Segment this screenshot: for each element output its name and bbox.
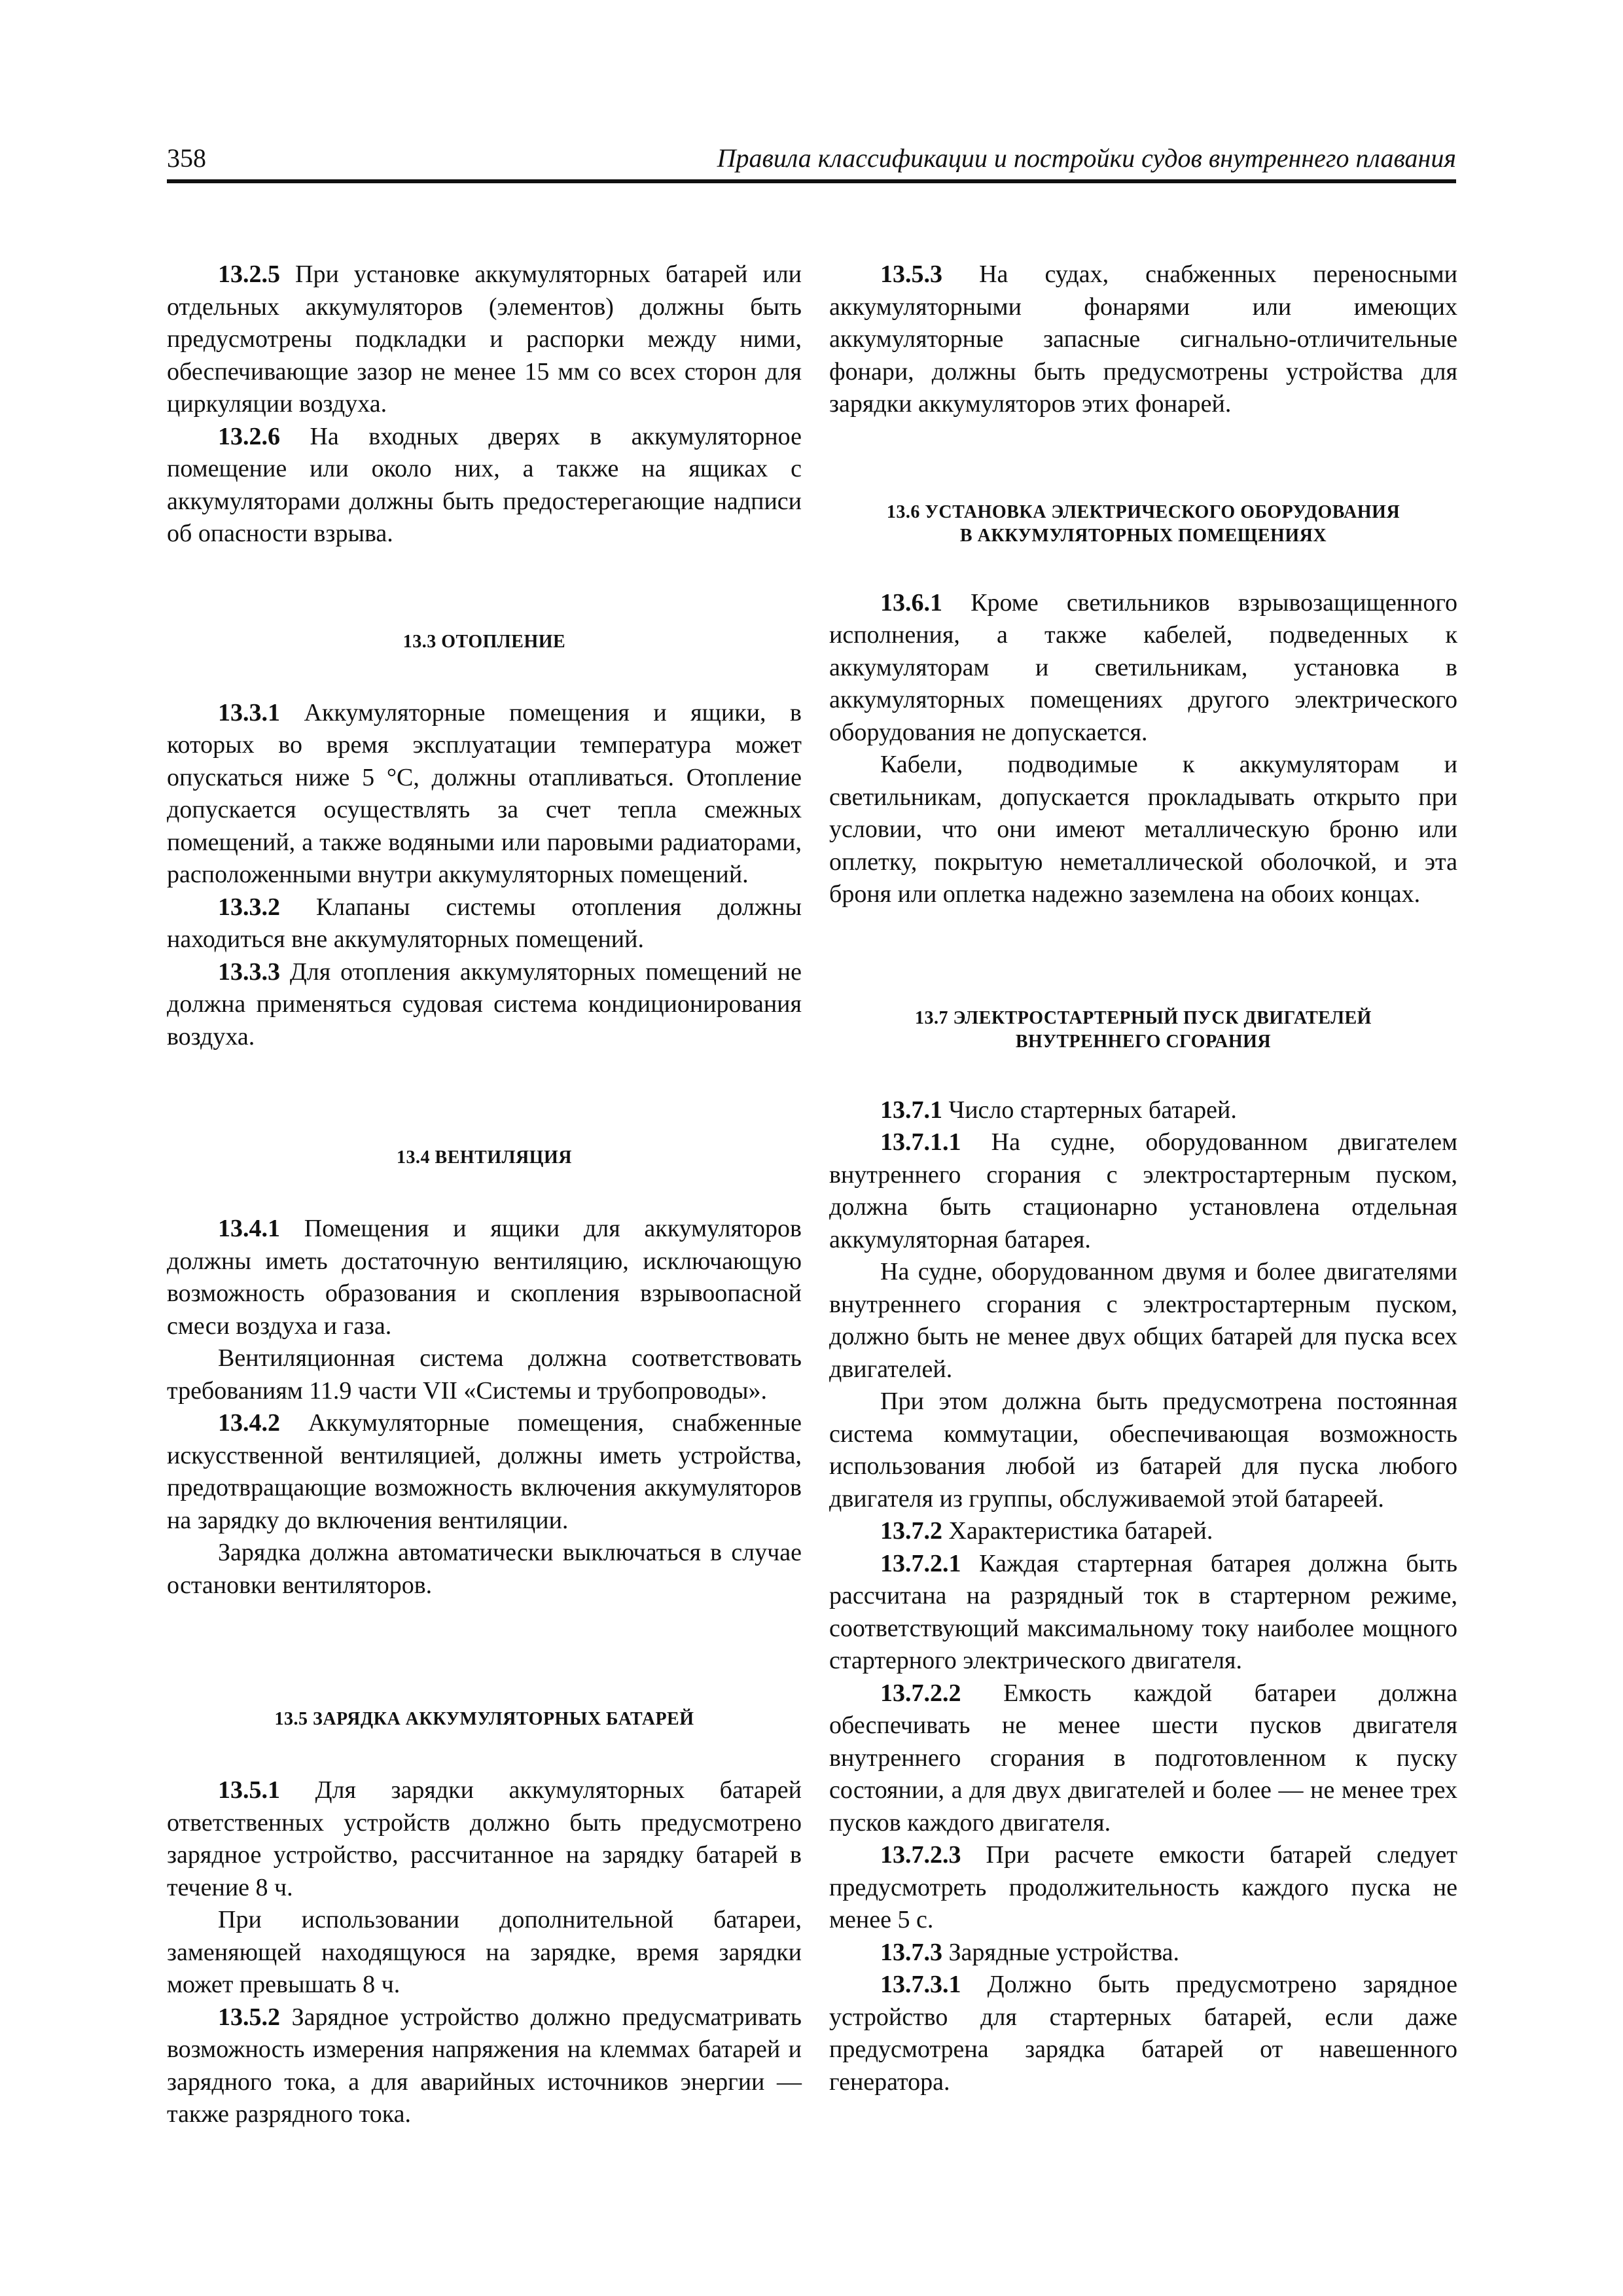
paragraph-13-3-3: 13.3.3 Для отопления аккумуляторных помещений не должна применяться судовая система кондиционирования воздуха. (167, 958, 802, 1050)
paragraph-13-4-1-cont: Вентиляционная система должна соответствовать требованиям 11.9 части VII «Системы и трубопроводы». (167, 1344, 802, 1405)
section-heading-13-3: 13.3 ОТОПЛЕНИЕ (402, 631, 566, 652)
page-number: 358 (167, 143, 206, 173)
paragraph-13-7-2: 13.7.2 Характеристика батарей. (880, 1517, 1213, 1545)
section-heading-13-6: 13.6 УСТАНОВКА ЭЛЕКТРИЧЕСКОГО ОБОРУДОВАНИЯ В АККУМУЛЯТОРНЫХ ПОМЕЩЕНИЯХ (886, 501, 1400, 546)
paragraph-13-7-2-2: 13.7.2.2 Емкость каждой батареи должна обеспечивать не менее шести пусков двигателя внутреннего сгорания в подготовленном к пуску состоянии, а для двух двигателей и более — не менее трех пусков каждого двигателя. (829, 1679, 1457, 1837)
paragraph-13-4-2: 13.4.2 Аккумуляторные помещения, снабженные искусственной вентиляцией, должны иметь устройства, предотвращающие возможность включения аккумуляторов на зарядку до включения вентиляции. (167, 1409, 802, 1534)
paragraph-13-7-3: 13.7.3 Зарядные устройства. (880, 1938, 1180, 1966)
paragraph-13-4-2-cont: Зарядка должна автоматически выключаться в случае остановки вентиляторов. (167, 1539, 802, 1599)
paragraph-13-7-1: 13.7.1 Число стартерных батарей. (880, 1096, 1237, 1124)
paragraph-13-7-1-1-cont2: При этом должна быть предусмотрена постоянная система коммутации, обеспечивающая возможность использования любой из батарей для пуска любого двигателя из группы, обслуживаемой этой батареей. (829, 1388, 1457, 1513)
paragraph-13-3-2: 13.3.2 Клапаны системы отопления должны находиться вне аккумуляторных помещений. (167, 893, 802, 953)
paragraph-13-6-1: 13.6.1 Кроме светильников взрывозащищенного исполнения, а также кабелей, подведенных к аккумуляторам и светильникам, установка в аккумуляторных помещениях другого электрического оборудования не допускается. (829, 588, 1457, 746)
paragraph-13-5-1: 13.5.1 Для зарядки аккумуляторных батарей ответственных устройств должно быть предусмотрено зарядное устройство, рассчитанное на зарядку батарей в течение 8 ч. (167, 1776, 802, 1901)
section-heading-13-5: 13.5 ЗАРЯДКА АККУМУЛЯТОРНЫХ БАТАРЕЙ (274, 1709, 694, 1729)
paragraph-13-7-1-1-cont: На судне, оборудованном двумя и более двигателями внутреннего сгорания с электростартерным пуском, должно быть не менее двух общих батарей для пуска всех двигателей. (829, 1258, 1457, 1383)
section-heading-13-4: 13.4 ВЕНТИЛЯЦИЯ (397, 1147, 572, 1168)
paragraph-13-5-1-cont: При использовании дополнительной батареи, заменяющей находящуюся на зарядке, время зарядки может превышать 8 ч. (167, 1906, 802, 1998)
page-header (167, 143, 1456, 183)
paragraph-13-7-3-1: 13.7.3.1 Должно быть предусмотрено зарядное устройство для стартерных батарей, если даже предусмотрена зарядка батарей от навешенного генератора. (829, 1971, 1457, 2096)
paragraph-13-7-2-3: 13.7.2.3 При расчете емкости батарей следует предусмотреть продолжительность каждого пуска не менее 5 с. (829, 1841, 1457, 1933)
paragraph-13-6-1-cont: Кабели, подводимые к аккумуляторам и светильникам, допускается прокладывать открыто при условии, что они имеют металлическую броню или оплетку, покрытую неметаллической оболочкой, и эта броня или оплетка надежно заземлена на обоих концах. (829, 751, 1457, 908)
paragraph-13-4-1: 13.4.1 Помещения и ящики для аккумуляторов должны иметь достаточную вентиляцию, исключающую возможность образования и скопления взрывоопасной смеси воздуха и газа. (167, 1215, 802, 1340)
paragraph-13-5-2: 13.5.2 Зарядное устройство должно предусматривать возможность измерения напряжения на клеммах батарей и зарядного тока, а для аварийных источников энергии — также разрядного тока. (167, 2003, 802, 2128)
paragraph-13-3-1: 13.3.1 Аккумуляторные помещения и ящики, в которых во время эксплуатации температура может опускаться ниже 5 °С, должны отапливаться. Отопление допускается осуществлять за счет тепла смежных помещений, а также водяными или паровыми радиаторами, расположенными внутри аккумуляторных помещений. (167, 698, 802, 888)
paragraph-13-2-5: 13.2.5 При установке аккумуляторных батарей или отдельных аккумуляторов (элементов) должны быть предусмотрены подкладки и распорки между ними, обеспечивающие зазор не менее 15 мм со всех сторон для циркуляции воздуха. (167, 260, 802, 418)
paragraph-13-7-1-1: 13.7.1.1 На судне, оборудованном двигателем внутреннего сгорания с электростартерным пуском, должна быть стационарно установлена отдельная аккумуляторная батарея. (829, 1128, 1457, 1253)
right-column (829, 259, 1457, 2098)
left-column (167, 259, 802, 2131)
paragraph-13-5-3: 13.5.3 На судах, снабженных переносными аккумуляторными фонарями или имеющих аккумуляторные запасные сигнально-отличительные фонари, должны быть предусмотрены устройства для зарядки аккумуляторов этих фонарей. (829, 260, 1457, 418)
running-title: Правила классификации и постройки судов внутреннего плавания (717, 143, 1456, 173)
paragraph-13-2-6: 13.2.6 На входных дверях в аккумуляторное помещение или около них, а также на ящиках с аккумуляторами должны быть предостерегающие надписи об опасности взрыва. (167, 422, 802, 547)
section-heading-13-7: 13.7 ЭЛЕКТРОСТАРТЕРНЫЙ ПУСК ДВИГАТЕЛЕЙ ВНУТРЕННЕГО СГОРАНИЯ (915, 1007, 1372, 1052)
paragraph-13-7-2-1: 13.7.2.1 Каждая стартерная батарея должна быть рассчитана на разрядный ток в стартерном режиме, соответствующий максимальному току наиболее мощного стартерного электрического двигателя. (829, 1549, 1457, 1674)
